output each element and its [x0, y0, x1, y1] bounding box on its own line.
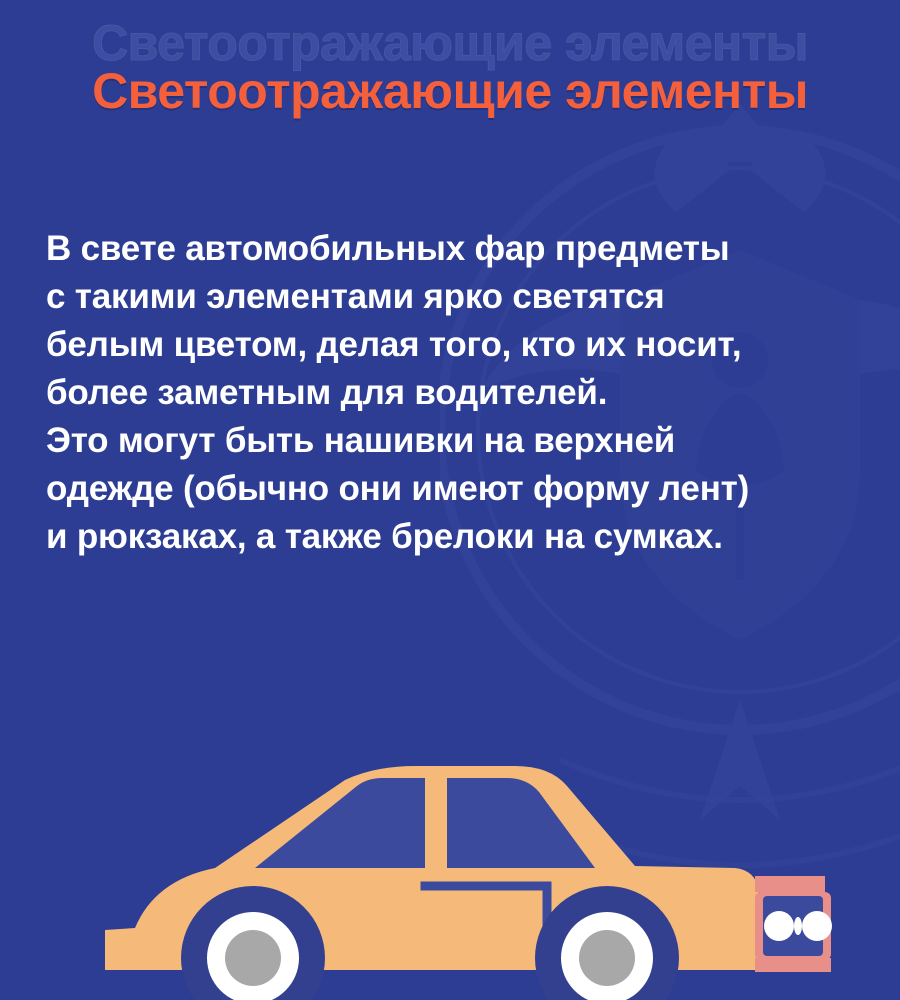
headlight-center	[794, 917, 802, 935]
headlight-left	[764, 911, 794, 941]
body-line: белым цветом, делая того, кто их носит,	[46, 325, 742, 364]
body-line: с такими элементами ярко светятся	[46, 277, 665, 316]
body-line: Это могут быть нашивки на верхней	[46, 421, 676, 460]
headlight-right	[802, 911, 832, 941]
body-text	[46, 225, 866, 561]
body-line: В свете автомобильных фар предметы	[46, 229, 730, 268]
body-line: более заметным для водителей.	[46, 373, 608, 412]
body-line: и рюкзаках, а также брелоки на сумках.	[46, 517, 723, 556]
car-rear-trim	[755, 876, 825, 892]
page-title: Светоотражающие элементы	[92, 63, 808, 119]
body-line: одежде (обычно они имеют форму лент)	[46, 469, 750, 508]
car-illustration	[95, 700, 835, 1000]
page-title-ghost: Светоотражающие элементы	[92, 15, 808, 71]
car-headlight-panel	[755, 892, 832, 972]
